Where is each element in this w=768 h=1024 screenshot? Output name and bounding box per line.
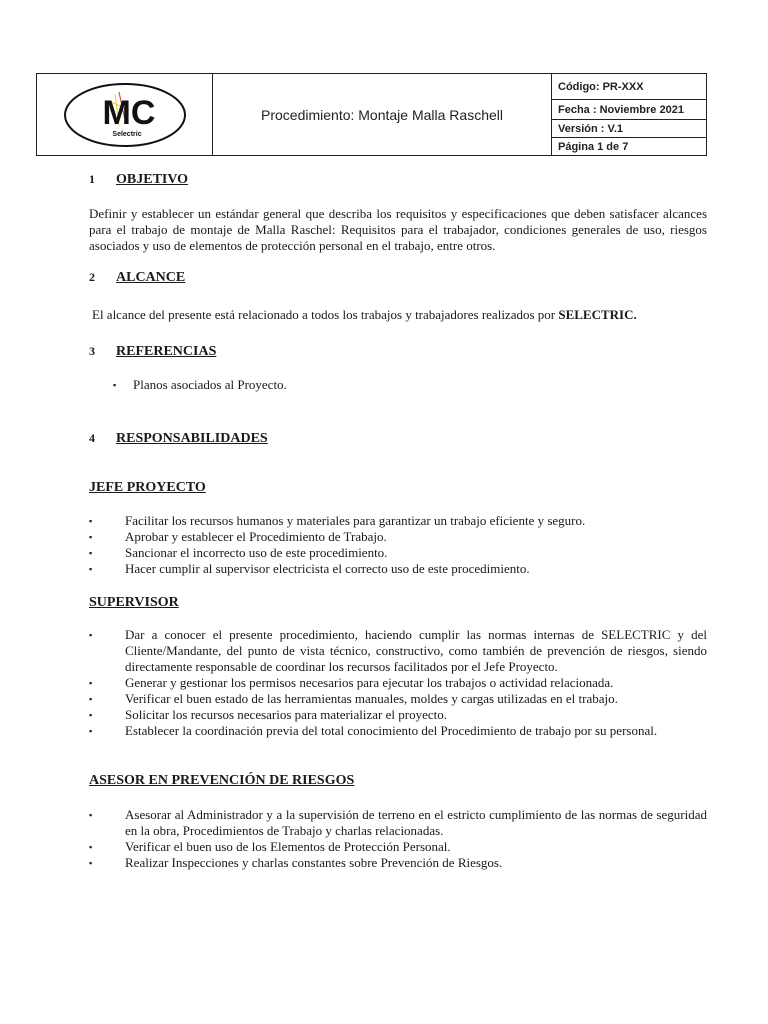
bullet-icon: ▪: [89, 694, 93, 704]
bullet-icon: ▪: [89, 810, 93, 820]
list-item-text: Dar a conocer el presente procedimiento, haciendo cumplir las normas internas de SELECTRIC y del Cliente/Mandante, del punto de vista técnico, constructivo, como también de prevención de riesgos, siendo directamente responsable de coordinar los recursos facilitados por el Jefe Proyecto.: [125, 627, 707, 674]
bullet-icon: ▪: [89, 678, 93, 688]
list-item: [89, 807, 707, 839]
list-item: [89, 529, 707, 545]
bullet-icon: ▪: [89, 858, 93, 868]
version-field: Versión : V.1: [552, 120, 706, 138]
bullet-icon: ▪: [89, 564, 93, 574]
role-heading-asesor-prevencion: ASESOR EN PREVENCIÓN DE RIESGOS: [89, 773, 355, 788]
list-item: [89, 855, 707, 871]
list-item-text: Establecer la coordinación previa del total conocimiento del Procedimiento de trabajo por su personal.: [125, 723, 658, 738]
list-item: [89, 627, 707, 675]
section-number: 2: [89, 270, 95, 284]
list-item-text: Planos asociados al Proyecto.: [133, 377, 287, 392]
list-item-text: Solicitar los recursos necesarios para materializar el proyecto.: [125, 707, 447, 722]
bullet-icon: ▪: [89, 726, 93, 736]
code-field: Código: PR-XXX: [552, 74, 706, 100]
role-heading-jefe-proyecto: JEFE PROYECTO: [89, 480, 206, 495]
bullet-icon: ▪: [89, 532, 93, 542]
list-item: [89, 723, 707, 739]
list-item: [89, 707, 707, 723]
section-title: RESPONSABILIDADES: [116, 431, 268, 446]
section-title: OBJETIVO: [116, 172, 189, 187]
section-number: 4: [89, 431, 95, 445]
bullet-icon: ▪: [89, 548, 93, 558]
list-item-text: Aprobar y establecer el Procedimiento de Trabajo.: [125, 529, 387, 544]
section-number: 3: [89, 344, 95, 358]
document-meta: [552, 74, 706, 155]
page-field: Página 1 de 7: [558, 140, 629, 153]
list-item-text: Realizar Inspecciones y charlas constantes sobre Prevención de Riesgos.: [125, 855, 503, 870]
list-item-text: Asesorar al Administrador y a la supervisión de terreno en el estricto cumplimiento de las normas de seguridad en la obra, Procedimientos de Trabajo y charlas relacionadas.: [125, 807, 707, 838]
referencias-list: [113, 377, 287, 393]
bullet-icon: ▪: [89, 516, 93, 526]
list-item-text: Verificar el buen uso de los Elementos de Protección Personal.: [125, 839, 451, 854]
alcance-text: [92, 307, 710, 323]
role-heading-supervisor: SUPERVISOR: [89, 595, 179, 610]
company-name: SELECTRIC.: [558, 307, 637, 322]
list-item: [89, 561, 707, 577]
list-item: [89, 839, 707, 855]
list-item-text: Generar y gestionar los permisos necesarios para ejecutar los trabajos o actividad relacionada.: [125, 675, 614, 690]
section-heading-objetivo: [89, 172, 188, 188]
document-header: [36, 73, 707, 156]
section-heading-referencias: [89, 344, 216, 360]
asesor-list: [89, 807, 707, 871]
list-item-text: Facilitar los recursos humanos y materiales para garantizar un trabajo eficiente y seguro.: [125, 513, 586, 528]
list-item: [89, 513, 707, 529]
section-heading-alcance: [89, 270, 185, 286]
list-item-text: Hacer cumplir al supervisor electricista el correcto uso de este procedimiento.: [125, 561, 530, 576]
logo-cell: [37, 74, 213, 155]
supervisor-list: [89, 627, 707, 739]
list-item-text: Sancionar el incorrecto uso de este procedimiento.: [125, 545, 388, 560]
section-title: REFERENCIAS: [116, 344, 217, 359]
bullet-icon: ▪: [113, 380, 117, 390]
date-field: Fecha : Noviembre 2021: [552, 100, 706, 120]
logo-subtext: Selectric: [111, 130, 142, 138]
section-number: 1: [89, 172, 95, 186]
section-title: ALCANCE: [116, 270, 186, 285]
list-item: [89, 691, 707, 707]
bullet-icon: ▪: [89, 842, 93, 852]
jefe-proyecto-list: [89, 513, 707, 577]
list-item: [89, 675, 707, 691]
objetivo-text: Definir y establecer un estándar general que describa los requisitos y especificaciones que deben satisfacer alcances para el trabajo de montaje de Malla Raschel: Requisitos para el trabajador, condiciones generales de uso, riesgos asociados y uso de elementos de protección personal en el trabajo, entre otros.: [89, 206, 707, 253]
list-item: [113, 377, 287, 393]
document-title: Procedimiento: Montaje Malla Raschell: [213, 74, 552, 155]
company-logo: [63, 82, 187, 148]
list-item: [89, 545, 707, 561]
logo-mc-text: MC: [102, 93, 155, 132]
bullet-icon: ▪: [89, 710, 93, 720]
alcance-body: El alcance del presente está relacionado a todos los trabajos y trabajadores realizados por: [92, 307, 556, 322]
section-heading-responsabilidades: [89, 431, 268, 447]
bullet-icon: ▪: [89, 630, 93, 640]
list-item-text: Verificar el buen estado de las herramientas manuales, moldes y cargas utilizadas en el trabajo.: [125, 691, 618, 706]
